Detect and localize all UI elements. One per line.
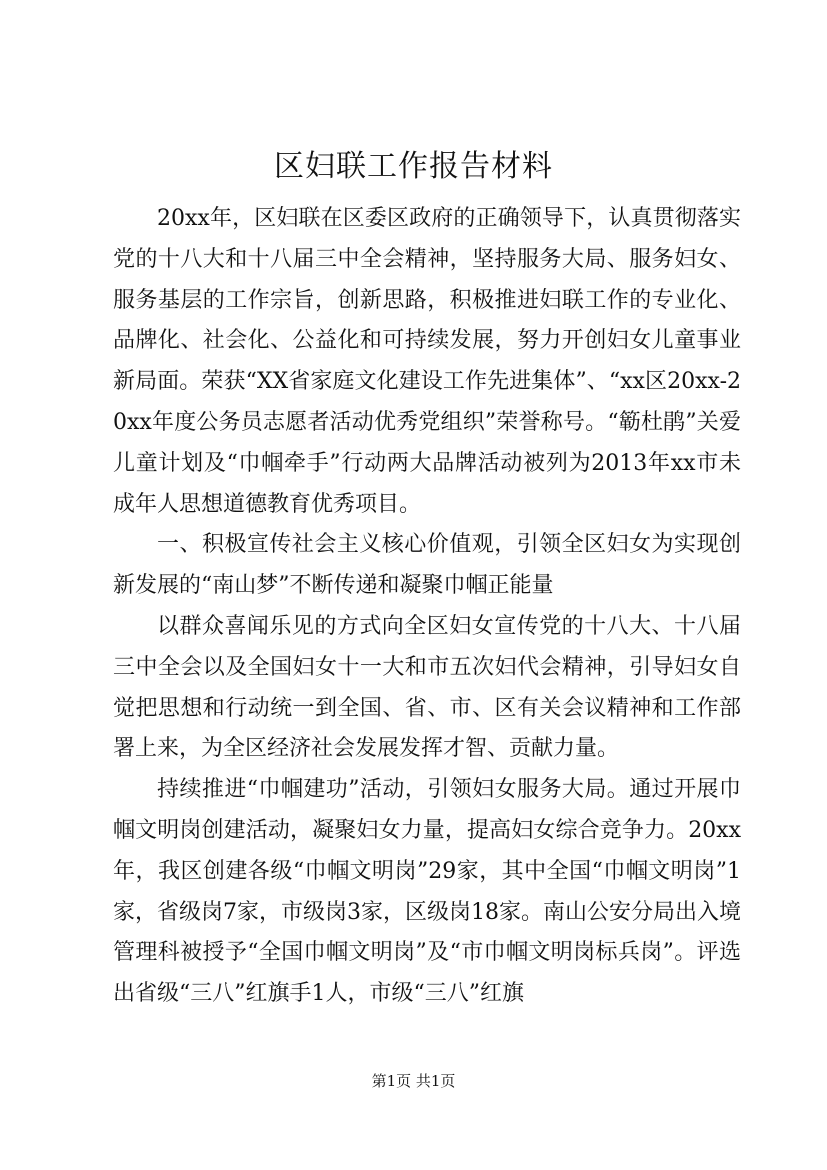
document-title: 区妇联工作报告材料 bbox=[274, 149, 553, 184]
section-heading-1: 一、积极宣传社会主义核心价值观，引领全区妇女为实现创新发展的“南山梦”不断传递和凝聚巾帼正能量 bbox=[113, 532, 741, 599]
document-body bbox=[113, 199, 741, 1015]
paragraph-propaganda: 以群众喜闻乐见的方式向全区妇女宣传党的十八大、十八届三中全会以及全国妇女十一大和市五次妇代会精神，引导妇女自觉把思想和行动统一到全国、省、市、区有关会议精神和工作部署上来，为全区经济社会发展发挥才智、贡献力量。 bbox=[113, 613, 741, 762]
page-number-footer: 第1页 共1页 bbox=[371, 1072, 456, 1090]
paragraph-jinguo: 持续推进“巾帼建功”活动，引领妇女服务大局。通过开展巾帼文明岗创建活动，凝聚妇女力量，提高妇女综合竞争力。20xx年，我区创建各级“巾帼文明岗”29家，其中全国“巾帼文明岗”1家，省级岗7家，市级岗3家，区级岗18家。南山公安分局出入境管理科被授予“全国巾帼文明岗”及“市巾帼文明岗标兵岗”。评选出省级“三八”红旗手1人，市级“三八”红旗 bbox=[113, 777, 741, 1007]
paragraph-intro: 20xx年，区妇联在区委区政府的正确领导下，认真贯彻落实党的十八大和十八届三中全会精神，坚持服务大局、服务妇女、服务基层的工作宗旨，创新思路，积极推进妇联工作的专业化、品牌化、社会化、公益化和可持续发展，努力开创妇女儿童事业新局面。荣获“XX省家庭文化建设工作先进集体”、“xx区20xx-20xx年度公务员志愿者活动优秀党组织”荣誉称号。“簕杜鹃”关爱儿童计划及“巾帼牵手”行动两大品牌活动被列为2013年xx市未成年人思想道德教育优秀项目。 bbox=[113, 206, 741, 517]
